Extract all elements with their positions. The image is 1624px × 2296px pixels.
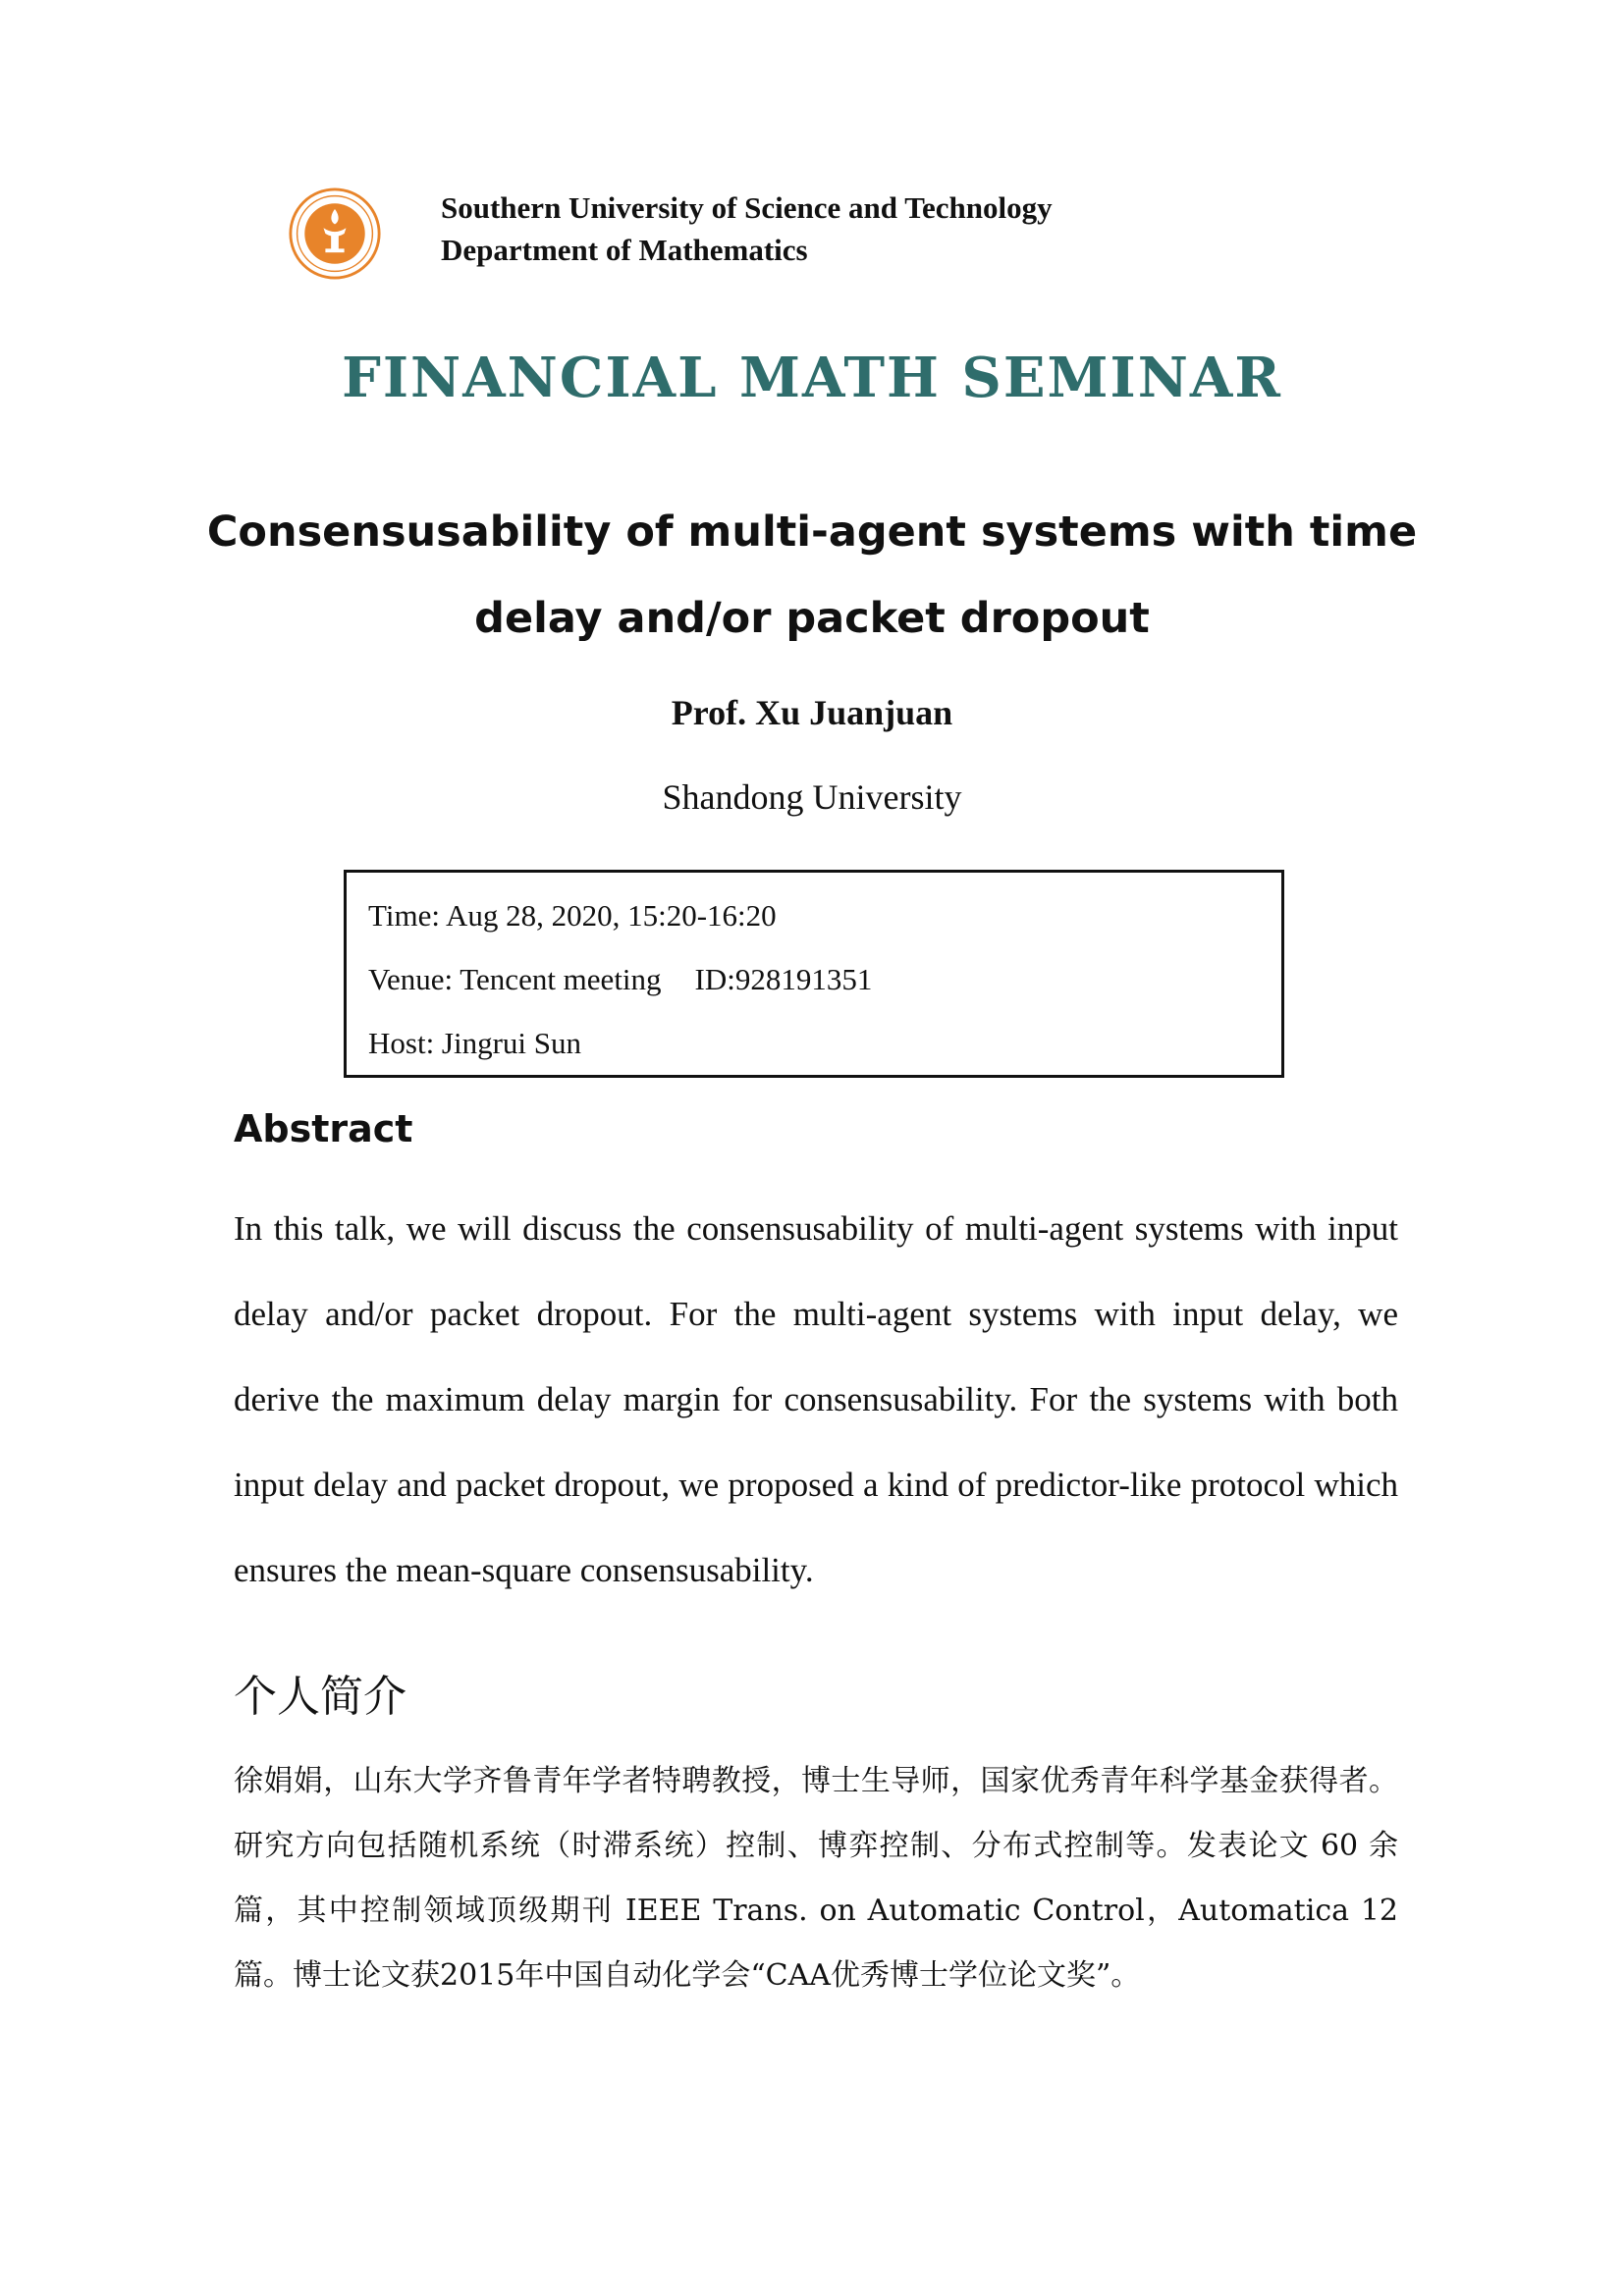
event-time: Time: Aug 28, 2020, 15:20-16:20: [368, 898, 777, 933]
event-venue-line: [368, 962, 872, 997]
event-venue: Venue: Tencent meeting: [368, 962, 662, 996]
department-name: Department of Mathematics: [441, 233, 808, 267]
speaker-affiliation: Shandong University: [662, 777, 962, 817]
bio-heading: 个人简介: [234, 1672, 406, 1722]
bio-body: 徐娟娟，山东大学齐鲁青年学者特聘教授，博士生导师，国家优秀青年科学基金获得者。研究方向包括随机系统（时滞系统）控制、博弈控制、分布式控制等。发表论文 60 余篇，其中控制领域顶级期刊 IEEE Trans. on Automatic Control，Automatica 12篇。博士论文获2015年中国自动化学会“CAA优秀博士学位论文奖”。: [234, 1764, 1398, 1993]
institution-name: Southern University of Science and Technology: [441, 190, 1053, 225]
university-seal-icon: [288, 187, 382, 281]
seminar-title: FINANCIAL MATH SEMINAR: [342, 346, 1282, 410]
event-info-box: [344, 870, 1284, 1078]
abstract-heading: Abstract: [234, 1107, 413, 1150]
meeting-id: ID:928191351: [694, 962, 873, 996]
event-host: Host: Jingrui Sun: [368, 1026, 582, 1060]
talk-title: Consensusability of multi-agent systems with time delay and/or packet dropout: [206, 507, 1418, 643]
abstract-body: In this talk, we will discuss the consensusability of multi-agent systems with input delay and/or packet dropout. For the multi-agent systems with input delay, we derive the maximum delay margin for consensusability. For the systems with both input delay and packet dropout, we proposed a kind of predictor-like protocol which ensures the mean-square consensusability.: [234, 1209, 1398, 1589]
speaker-name: Prof. Xu Juanjuan: [671, 693, 953, 732]
